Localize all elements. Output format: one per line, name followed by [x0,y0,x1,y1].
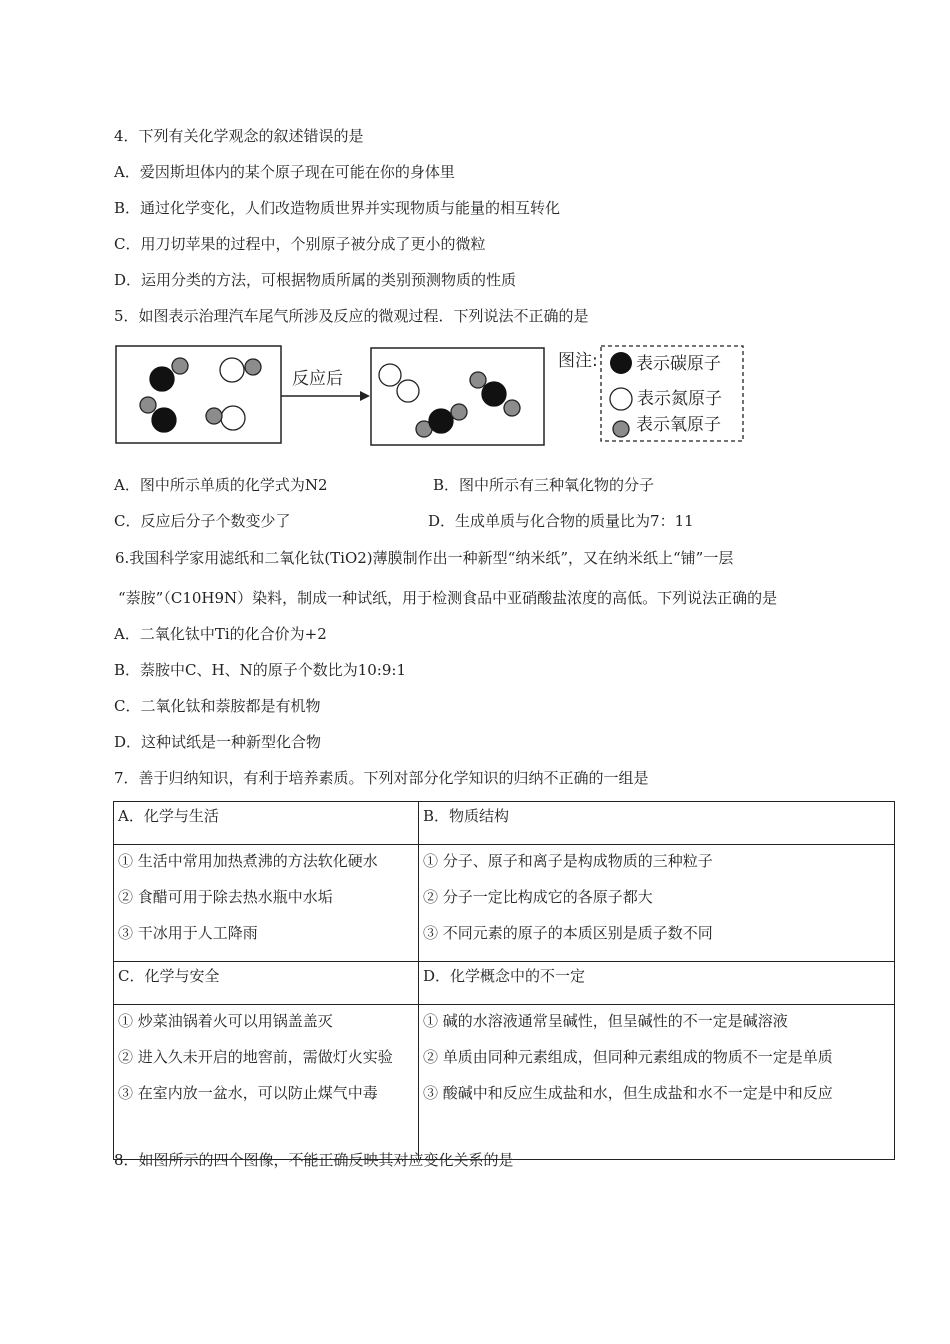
reactant-no-molecule-2 [206,406,245,430]
c-item-3: ③ 在室内放一盆水，可以防止煤气中毒 [118,1084,378,1102]
b-item-3: ③ 不同元素的原子的本质区别是质子数不同 [423,924,713,942]
legend-oxygen-atom [613,421,629,437]
legend-carbon-label: 表示碳原子 [636,354,721,374]
c-item-1: ① 炒菜油锅着火可以用锅盖盖灭 [118,1012,333,1030]
cell-d-items [419,1005,895,1160]
reaction-arrow-label: 反应后 [292,369,343,389]
legend-nitrogen-atom [610,388,632,410]
cell-d-header [419,962,895,1005]
d-item-2: ② 单质由同种元素组成，但同种元素组成的物质不一定是单质 [423,1048,833,1066]
reactant-no-molecule-1 [220,358,261,382]
reaction-diagram [114,344,754,449]
c-item-2: ② 进入久未开启的地窖前，需做灯火实验 [118,1048,393,1066]
q6-option-c: C．二氧化钛和萘胺都是有机物 [114,697,321,715]
d-item-1: ① 碱的水溶液通常呈碱性，但呈碱性的不一定是碱溶液 [423,1012,788,1030]
cell-b-items [419,845,895,962]
d-item-3: ③ 酸碱中和反应生成盐和水，但生成盐和水不一定是中和反应 [423,1084,833,1102]
q5-option-a: A．图中所示单质的化学式为N2 [114,476,328,494]
q5-option-c: C．反应后分子个数变少了 [114,512,291,530]
q7-stem: 7．善于归纳知识，有利于培养素质。下列对部分化学知识的归纳不正确的一组是 [114,769,649,787]
q6-stem-line1: 6.我国科学家用滤纸和二氧化钛(TiO2)薄膜制作出一种新型“纳米纸”，又在纳米纸上“铺”一层 [115,549,734,567]
cell-c-header [114,962,419,1005]
q6-option-d: D．这种试纸是一种新型化合物 [114,733,322,751]
reaction-arrow-head [360,391,370,401]
product-co2-molecule-2 [416,404,467,437]
cell-a-header [114,802,419,845]
a-item-3: ③ 干冰用于人工降雨 [118,924,258,942]
q5-option-d: D．生成单质与化合物的质量比为7：11 [428,512,694,530]
q4-option-c: C．用刀切苹果的过程中，个别原子被分成了更小的微粒 [114,235,486,253]
reactant-co-molecule-1 [150,358,188,391]
legend-oxygen-label: 表示氧原子 [636,415,721,435]
cell-a-items [114,845,419,962]
legend-nitrogen-label: 表示氮原子 [637,389,722,409]
reactant-co-molecule-2 [140,397,176,432]
q8-stem: 8．如图所示的四个图像，不能正确反映其对应变化关系的是 [114,1151,514,1169]
b-item-2: ② 分子一定比构成它的各原子都大 [423,888,653,906]
c-header: C．化学与安全 [118,967,220,985]
product-co2-molecule-1 [470,372,520,416]
q4-stem: 4．下列有关化学观念的叙述错误的是 [114,127,364,145]
q5-stem: 5．如图表示治理汽车尾气所涉及反应的微观过程．下列说法不正确的是 [114,307,589,325]
a-item-2: ② 食醋可用于除去热水瓶中水垢 [118,888,333,906]
b-header: B．物质结构 [423,807,510,825]
cell-b-header [419,802,895,845]
q7-table [113,801,895,1160]
q6-option-a: A．二氧化钛中Ti的化合价为+2 [114,625,327,643]
a-item-1: ① 生活中常用加热煮沸的方法软化硬水 [118,852,378,870]
a-header: A．化学与生活 [118,807,219,825]
q4-option-b: B．通过化学变化，人们改造物质世界并实现物质与能量的相互转化 [114,199,561,217]
b-item-1: ① 分子、原子和离子是构成物质的三种粒子 [423,852,713,870]
product-n2-molecule [379,364,419,402]
q4-option-a: A．爱因斯坦体内的某个原子现在可能在你的身体里 [114,163,455,181]
d-header: D．化学概念中的不一定 [423,967,586,985]
legend-title: 图注: [558,351,598,371]
q6-option-b: B．萘胺中C、H、N的原子个数比为10:9:1 [114,661,406,679]
q6-stem-line2: “萘胺”（C10H9N）染料，制成一种试纸，用于检测食品中亚硝酸盐浓度的高低。下列说法正确的是 [118,589,778,607]
cell-c-items [114,1005,419,1160]
products-box [371,348,544,445]
q5-option-b: B．图中所示有三种氧化物的分子 [433,476,655,494]
q4-option-d: D．运用分类的方法，可根据物质所属的类别预测物质的性质 [114,271,517,289]
legend-carbon-atom [610,352,632,374]
